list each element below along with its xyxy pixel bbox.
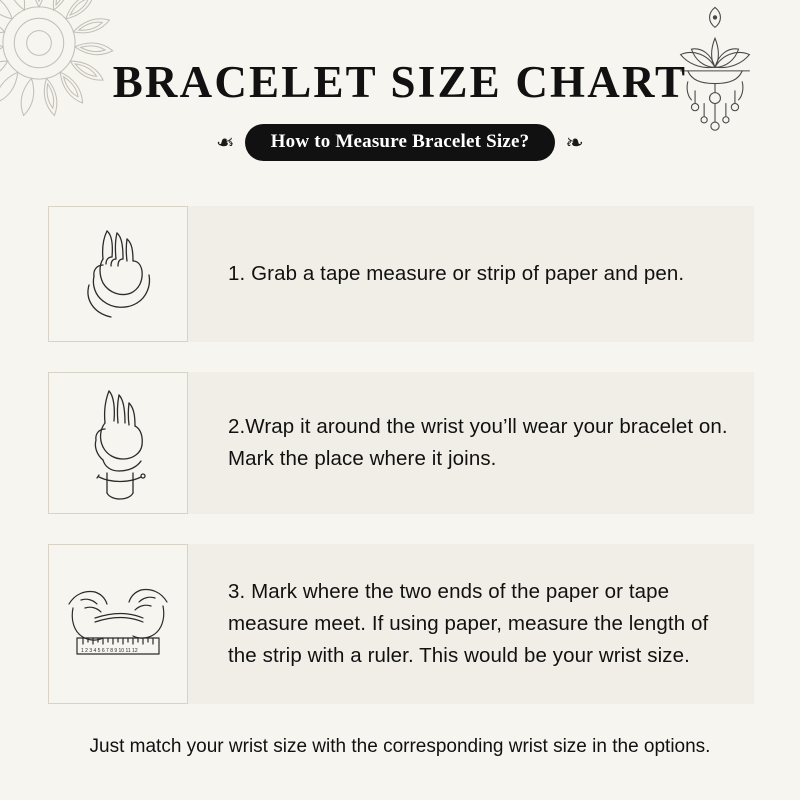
step-item	[48, 544, 754, 704]
flourish-left-icon: ❧	[216, 129, 235, 155]
step-2-figure	[48, 372, 188, 514]
page-title: BRACELET SIZE CHART	[112, 57, 688, 107]
step-item	[48, 206, 754, 342]
step-3-text: 3. Mark where the two ends of the paper or tape measure meet. If using paper, measure the length of the strip with a ruler. This would be your wrist size.	[228, 580, 709, 667]
step-2-text: 2.Wrap it around the wrist you’ll wear your bracelet on. Mark the place where it joins.	[228, 415, 728, 470]
flourish-right-icon: ❧	[565, 129, 584, 155]
subtitle-row	[0, 124, 800, 161]
step-3-figure	[48, 544, 188, 704]
step-1-figure	[48, 206, 188, 342]
hand-fist-with-tape-icon	[59, 215, 177, 333]
hands-measuring-strip-with-ruler-icon	[55, 564, 181, 684]
steps-list	[48, 206, 754, 734]
footer-note: Just match your wrist size with the corresponding wrist size in the options.	[89, 736, 711, 757]
svg-text:1 2 3 4 5 6 7 8 9 10 11 12: 1 2 3 4 5 6 7 8 9 10 11 12	[81, 648, 138, 654]
subtitle-badge: How to Measure Bracelet Size?	[245, 124, 556, 161]
step-item	[48, 372, 754, 514]
hand-with-tape-around-wrist-icon	[59, 381, 177, 505]
step-1-text: 1. Grab a tape measure or strip of paper and pen.	[228, 262, 685, 286]
